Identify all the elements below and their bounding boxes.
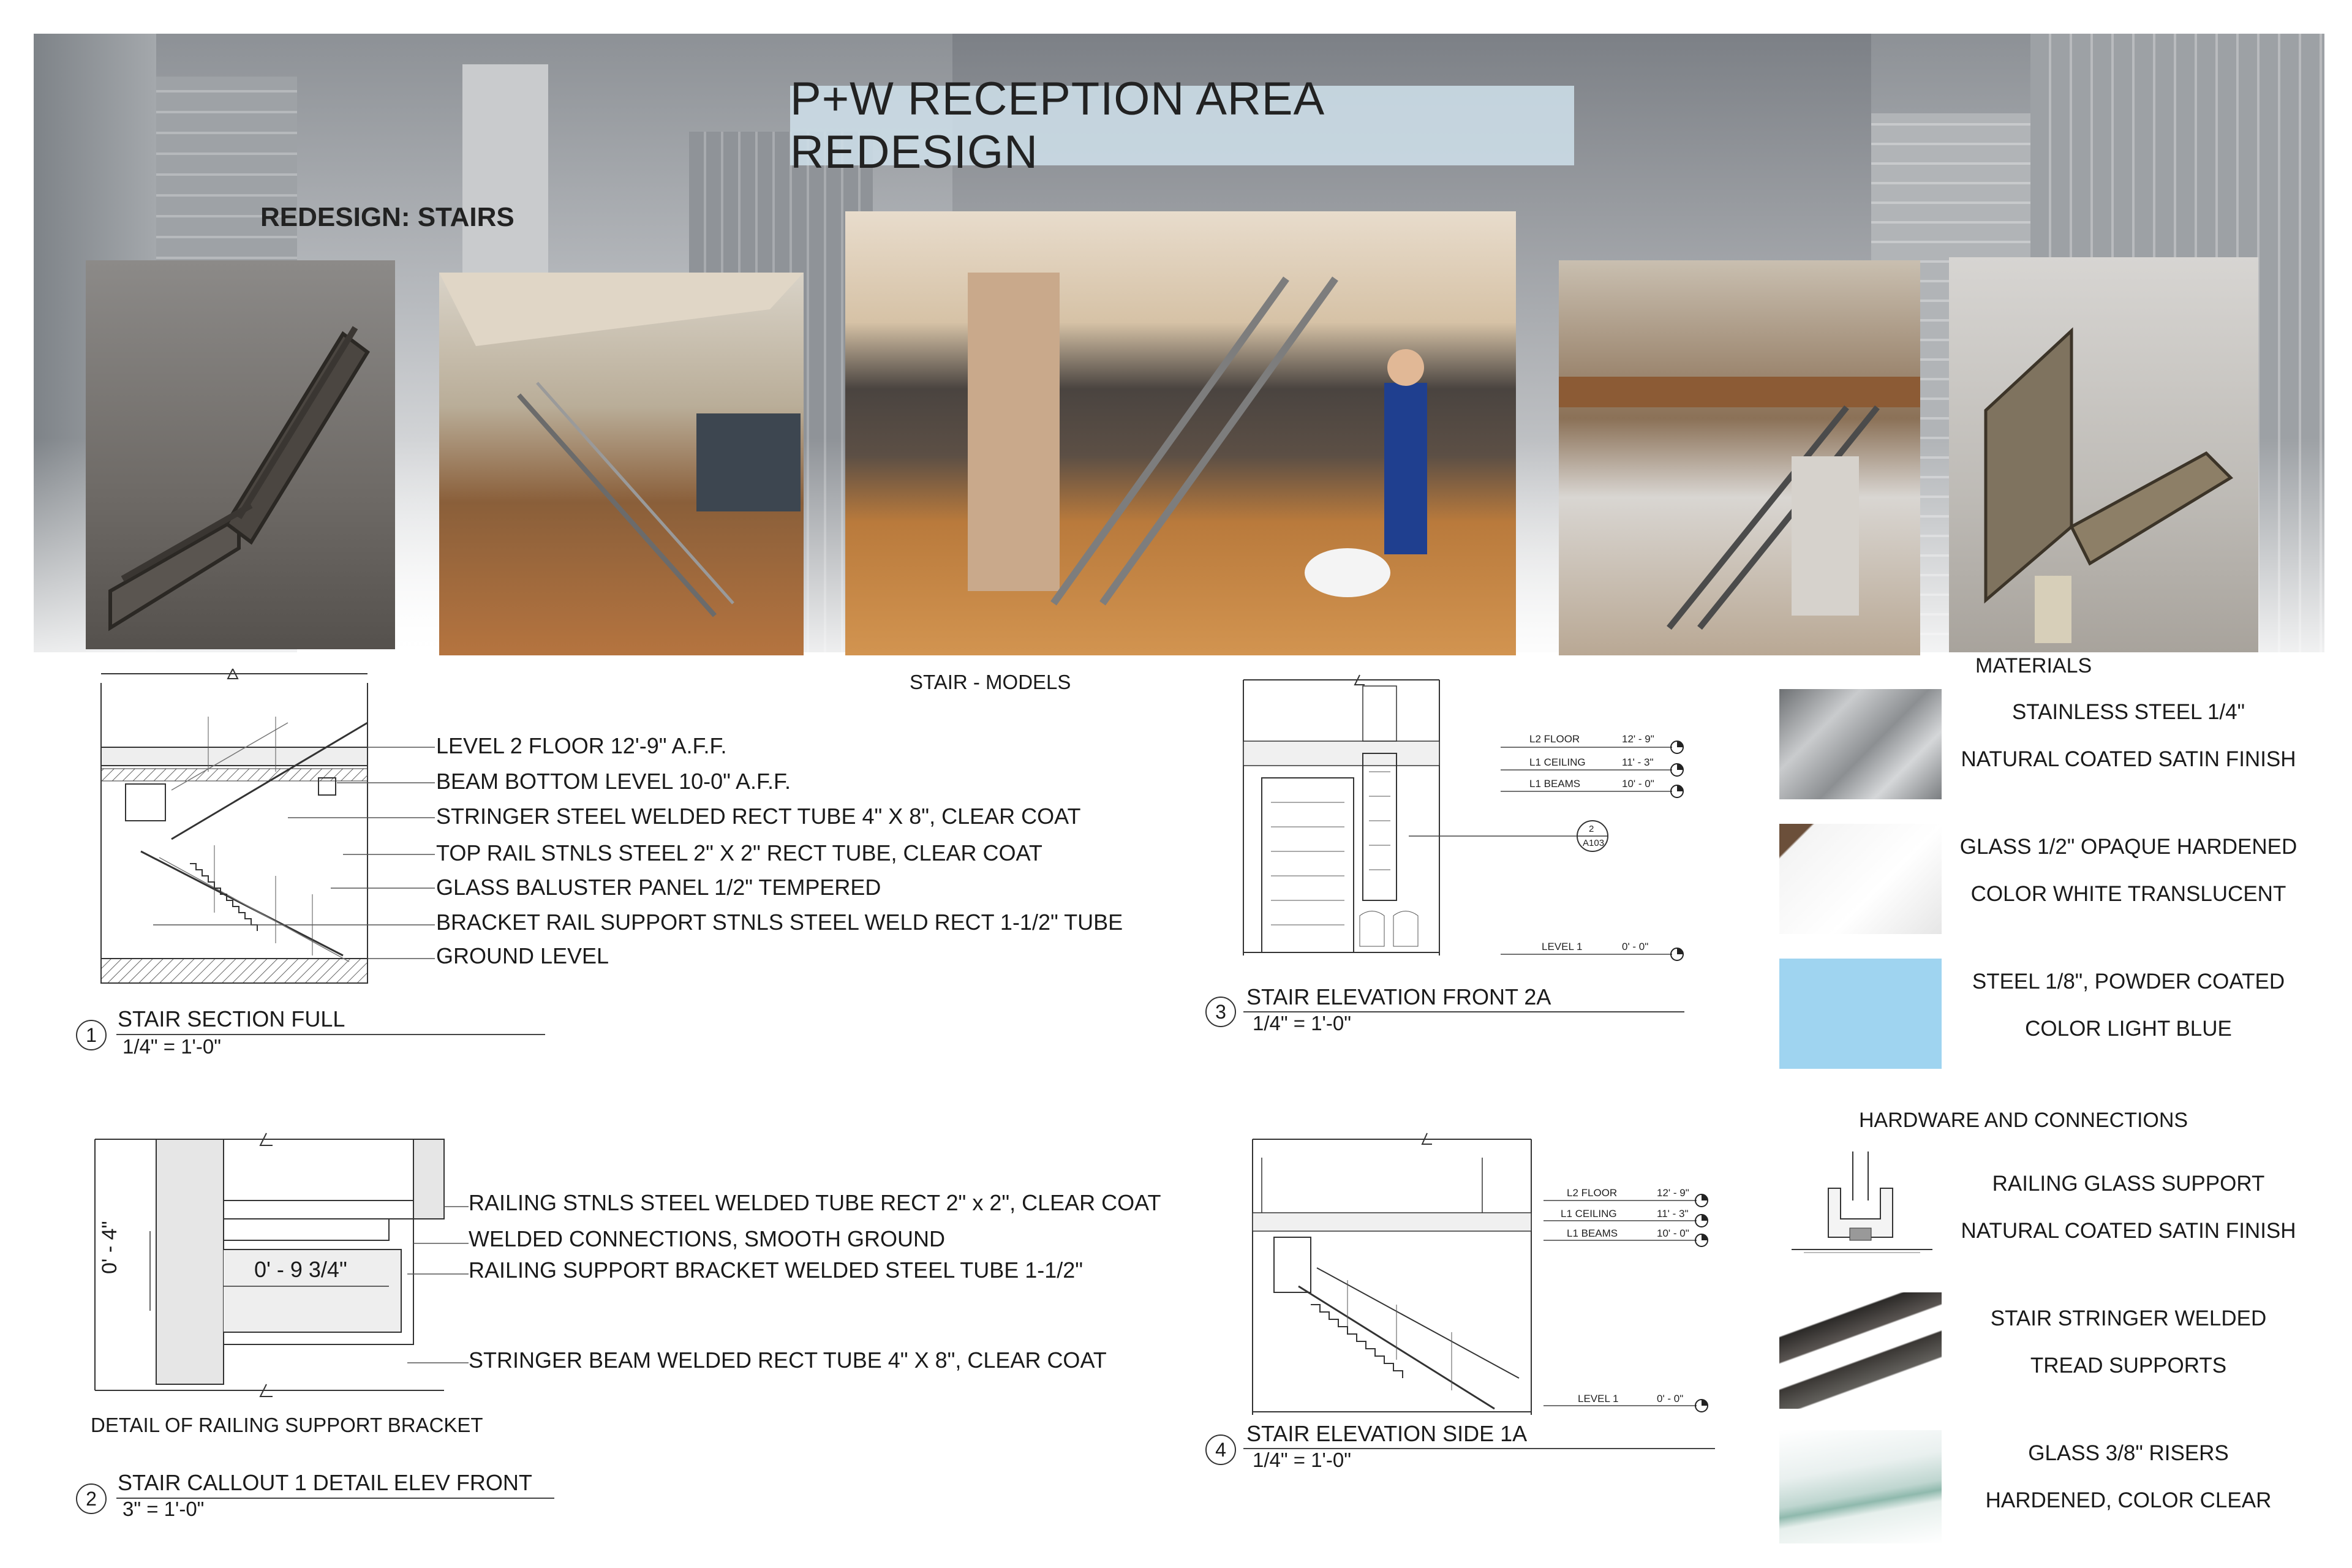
page-title: P+W RECEPTION AREA REDESIGN bbox=[790, 86, 1574, 165]
swatch-stair-stringer bbox=[1779, 1292, 1942, 1409]
callout-label-railing: RAILING STNLS STEEL WELDED TUBE RECT 2" x 2", CLEAR COAT bbox=[469, 1190, 1161, 1215]
section-subtitle: REDESIGN: STAIRS bbox=[260, 202, 514, 232]
section-label-level2: LEVEL 2 FLOOR 12'-9" A.F.F. bbox=[436, 733, 727, 758]
drawing-4-scale: 1/4" = 1'-0" bbox=[1253, 1449, 1351, 1471]
elev-side-level-name-4: LEVEL 1 bbox=[1578, 1393, 1619, 1404]
elevation-front-drawing bbox=[1243, 674, 1452, 962]
photo-physical-model bbox=[1949, 257, 2258, 652]
callout-label-bracket: RAILING SUPPORT BRACKET WELDED STEEL TUBE 1-1/2" bbox=[469, 1257, 1084, 1283]
photo-render-main bbox=[845, 211, 1516, 655]
elev-front-ref-bottom: A103 bbox=[1583, 838, 1605, 848]
swatch-stainless-steel bbox=[1779, 689, 1942, 799]
stair-section-drawing bbox=[92, 655, 435, 998]
elev-side-level-value-1: 12' - 9" bbox=[1657, 1187, 1689, 1199]
elev-front-level-name-3: L1 BEAMS bbox=[1529, 778, 1581, 790]
hardware-railing-glass-support bbox=[1792, 1152, 1932, 1274]
drawing-2-scale: 3" = 1'-0" bbox=[123, 1498, 205, 1520]
elev-front-ref-top: 2 bbox=[1589, 824, 1594, 834]
elev-side-level-value-4: 0' - 0" bbox=[1657, 1393, 1684, 1404]
material-1-line1: STAINLESS STEEL 1/4" bbox=[2011, 700, 2245, 724]
drawing-number-4: 4 bbox=[1205, 1434, 1236, 1465]
drawing-2-title: STAIR CALLOUT 1 DETAIL ELEV FRONT bbox=[118, 1470, 532, 1495]
drawing-4-title: STAIR ELEVATION SIDE 1A bbox=[1246, 1421, 1528, 1446]
section-label-stringer: STRINGER STEEL WELDED RECT TUBE 4" X 8", CLEAR COAT bbox=[436, 804, 1081, 829]
hardware-2-line1: STAIR STRINGER WELDED bbox=[1990, 1306, 2267, 1330]
elev-side-level-name-3: L1 BEAMS bbox=[1567, 1227, 1618, 1239]
elevation-side-level-lines bbox=[1544, 1185, 1715, 1418]
hardware-3-line1: GLASS 3/8" RISERS bbox=[2028, 1441, 2229, 1465]
material-3-line1: STEEL 1/8", POWDER COATED bbox=[1972, 970, 2285, 993]
photo-render-2 bbox=[1559, 260, 1920, 655]
hardware-heading: HARDWARE AND CONNECTIONS bbox=[1859, 1109, 2188, 1132]
elev-front-level-value-1: 12' - 9" bbox=[1622, 733, 1654, 745]
elev-front-level-value-2: 11' - 3" bbox=[1622, 756, 1654, 768]
drawing-1-scale: 1/4" = 1'-0" bbox=[123, 1035, 221, 1058]
render-1-stair bbox=[439, 273, 804, 655]
render-2-stair bbox=[1559, 260, 1920, 655]
callout-dim-horizontal: 0' - 9 3/4" bbox=[254, 1257, 347, 1282]
material-2-line2: COLOR WHITE TRANSLUCENT bbox=[1970, 882, 2286, 906]
swatch-glass-opaque bbox=[1779, 824, 1942, 934]
elev-front-level-name-2: L1 CEILING bbox=[1529, 756, 1586, 768]
photo-render-1 bbox=[439, 273, 804, 655]
elev-front-level-name-1: L2 FLOOR bbox=[1529, 733, 1580, 745]
callout-label-stringer-beam: STRINGER BEAM WELDED RECT TUBE 4" X 8", CLEAR COAT bbox=[469, 1348, 1107, 1373]
elev-side-level-value-2: 11' - 3" bbox=[1657, 1208, 1689, 1219]
photo-stair-model bbox=[86, 260, 395, 649]
elevation-side-drawing bbox=[1250, 1127, 1537, 1421]
section-label-glass-baluster: GLASS BALUSTER PANEL 1/2" TEMPERED bbox=[436, 875, 881, 900]
drawing-number-2: 2 bbox=[76, 1483, 107, 1514]
hardware-1-line2: NATURAL COATED SATIN FINISH bbox=[1961, 1219, 2296, 1243]
section-label-ground: GROUND LEVEL bbox=[436, 943, 609, 968]
material-2-line1: GLASS 1/2" OPAQUE HARDENED bbox=[1959, 835, 2297, 859]
swatch-glass-risers bbox=[1779, 1430, 1942, 1544]
callout-caption: DETAIL OF RAILING SUPPORT BRACKET bbox=[91, 1414, 483, 1436]
materials-heading: MATERIALS bbox=[1975, 654, 2092, 677]
drawing-1-title: STAIR SECTION FULL bbox=[118, 1006, 345, 1031]
stair-model-sketch bbox=[86, 260, 395, 649]
hardware-3-line2: HARDENED, COLOR CLEAR bbox=[1985, 1488, 2272, 1512]
drawing-number-1: 1 bbox=[76, 1020, 107, 1050]
drawing-number-3: 3 bbox=[1205, 997, 1236, 1027]
callout-label-welded: WELDED CONNECTIONS, SMOOTH GROUND bbox=[469, 1226, 946, 1251]
swatch-light-blue-steel bbox=[1779, 959, 1942, 1069]
elev-front-level-value-4: 0' - 0" bbox=[1622, 941, 1649, 952]
models-caption: STAIR - MODELS bbox=[910, 671, 1071, 693]
elev-front-level-value-3: 10' - 0" bbox=[1622, 778, 1654, 790]
elev-side-level-value-3: 10' - 0" bbox=[1657, 1227, 1689, 1239]
callout-dim-vertical: 0' - 4" bbox=[98, 1221, 121, 1274]
material-1-line2: NATURAL COATED SATIN FINISH bbox=[1961, 747, 2296, 771]
section-label-bracket: BRACKET RAIL SUPPORT STNLS STEEL WELD RECT 1-1/2" TUBE bbox=[436, 910, 1123, 935]
material-3-line2: COLOR LIGHT BLUE bbox=[2025, 1017, 2232, 1041]
drawing-3-title: STAIR ELEVATION FRONT 2A bbox=[1246, 984, 1551, 1009]
hardware-2-line2: TREAD SUPPORTS bbox=[2030, 1354, 2227, 1378]
render-main-stair bbox=[845, 211, 1516, 655]
elev-side-level-name-1: L2 FLOOR bbox=[1567, 1187, 1618, 1199]
elev-side-level-name-2: L1 CEILING bbox=[1561, 1208, 1617, 1219]
section-label-top-rail: TOP RAIL STNLS STEEL 2" X 2" RECT TUBE, CLEAR COAT bbox=[436, 840, 1042, 865]
section-label-beam-bottom: BEAM BOTTOM LEVEL 10-0" A.F.F. bbox=[436, 769, 791, 794]
hardware-1-line1: RAILING GLASS SUPPORT bbox=[1992, 1172, 2265, 1196]
drawing-3-scale: 1/4" = 1'-0" bbox=[1253, 1012, 1351, 1035]
physical-model-sketch bbox=[1949, 257, 2258, 652]
elev-front-level-name-4: LEVEL 1 bbox=[1542, 941, 1583, 952]
